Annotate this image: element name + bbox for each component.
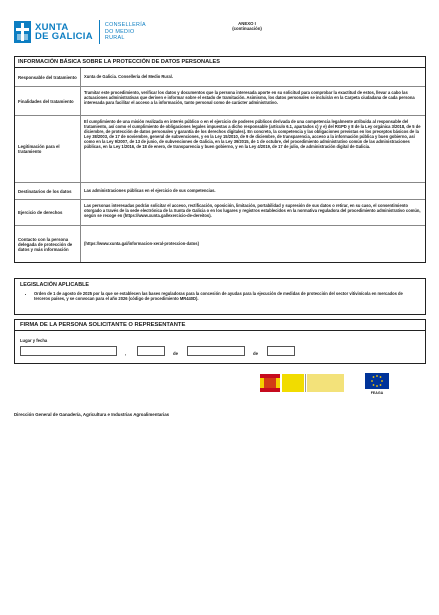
legislation-item: • Orden de 1 de agosto de 2025 por la que se establecen las bases reguladoras para la concesión de ayudas para la ejecución de medidas de protección del sector vitivinícola en mercados de terceros países, y se convocan para el año 2026 (código de procedimiento MR440D). bbox=[34, 291, 420, 301]
de-separator: de bbox=[253, 351, 259, 356]
row-value: Las administraciones públicas en el ejercicio de sus competencias. bbox=[84, 188, 216, 194]
table-row bbox=[15, 116, 425, 183]
row-value: Las personas interesadas podrán solicitar el acceso, rectificación, oposición, limitación, portabilidad y supresión de sus datos o retirar, en su caso, el consentimiento otorgado a través de la sede electrónica de la Xunta de Galicia o en los lugares y registros establecidos en la normativa reguladora del procedimiento administrativo común, según se recoge en (https://www.xunta.gal/exercicio-de-dereitos). bbox=[84, 203, 421, 219]
table-row bbox=[15, 183, 425, 200]
annex-title: ANEXO I bbox=[238, 21, 256, 26]
row-label: Contacto con la persona delegada de protección de datos y más información bbox=[15, 226, 81, 262]
logo-line1: XUNTA bbox=[35, 22, 69, 33]
row-value: (https://www.xunta.gal/informacion-xeral-proteccion-datos) bbox=[84, 241, 199, 247]
table-row bbox=[15, 200, 425, 226]
row-label: Destinatarios de los datos bbox=[15, 183, 81, 199]
logo-divider bbox=[99, 20, 100, 44]
ministry-logo bbox=[260, 372, 344, 394]
table-row bbox=[15, 87, 425, 116]
footer-directorate: Dirección General de Ganadería, Agricultura e Industrias Agroalimentarias bbox=[14, 412, 170, 417]
logo-line2: DE GALICIA bbox=[35, 31, 93, 42]
year-input[interactable] bbox=[267, 346, 295, 356]
table-row bbox=[15, 226, 425, 262]
government-spain-emblem-icon bbox=[260, 372, 344, 394]
de-separator: de bbox=[173, 351, 179, 356]
place-input[interactable] bbox=[20, 346, 117, 356]
row-value: El cumplimiento de una misión realizada en interés público o en el ejercicio de poderes públicos derivada de una competencia legalmente atribuida al responsable del tratamiento, así como el cumplimiento de obligaciones legales impuestas a dicho responsable (artículo 6.1, apartados c) y e) del RGPD y 8 de la Ley orgánica 3/2018, de 5 de diciembre, de protección de datos personales y garantía de los derechos digitales). En concreto, la competencia y las obligaciones previstas en los preceptos básicos de la Ley 38/2003, de 17 de noviembre, general de subvenciones, y en la Ley 15/2010, de 9 de diciembre, de transparencia, acceso a la información pública y buen gobierno, así como en la Ley 9/2007, de 13 de junio, de subvenciones de Galicia, en la Ley 39/2015, de 1 de octubre, del procedimiento administrativo común de las administraciones públicas, en la Ley 1/2016, de 18 de enero, de transparencia y buen gobierno, y en la Ley 4/2019, de 17 de julio, de administración digital de Galicia. bbox=[84, 119, 421, 150]
row-label: Ejercicio de derechos bbox=[15, 200, 81, 225]
legislation-section bbox=[14, 278, 426, 315]
row-value: Xunta de Galicia. Consellería del Medio Rural. bbox=[84, 74, 173, 80]
row-label: Finalidades del tratamiento bbox=[15, 87, 81, 115]
comma-separator: , bbox=[125, 351, 127, 356]
dept-line: DO MEDIO bbox=[104, 28, 135, 35]
signature-title: FIRMA DE LA PERSONA SOLICITANTE O REPRESENTANTE bbox=[15, 320, 425, 331]
day-input[interactable] bbox=[137, 346, 165, 356]
annex-continuation: (continuación) bbox=[232, 26, 262, 31]
signature-section bbox=[14, 319, 426, 364]
data-protection-table bbox=[14, 56, 426, 263]
table-row bbox=[15, 68, 425, 87]
xunta-logo bbox=[14, 18, 146, 46]
legislation-list bbox=[20, 291, 420, 301]
row-label: Responsable del tratamiento bbox=[15, 68, 81, 86]
place-date-label: Lugar y fecha bbox=[20, 338, 48, 343]
dept-line: CONSELLERÍA bbox=[104, 22, 146, 29]
eu-fund-label: FEAGA bbox=[370, 391, 384, 395]
eu-flag-logo bbox=[365, 373, 389, 395]
row-label: Legitimación para el tratamiento bbox=[15, 116, 81, 182]
eu-flag-icon bbox=[365, 373, 389, 395]
annex-label bbox=[224, 21, 270, 31]
xunta-emblem-icon bbox=[14, 21, 31, 43]
document-header bbox=[14, 16, 426, 50]
dept-line: RURAL bbox=[104, 35, 125, 42]
legislation-title: LEGISLACIÓN APLICABLE bbox=[20, 282, 89, 288]
department-name bbox=[105, 22, 146, 41]
month-input[interactable] bbox=[187, 346, 245, 356]
row-value: Tramitar este procedimiento, verificar los datos y documentos que la persona interesada aporte en su solicitud para comprobar la exactitud de estos, llevar a cabo las actuaciones administrativas que deriven e informar sobre el estado de tramitación. Asimismo, los datos personales se incluirán en la Carpeta ciudadana de cada persona interesada para facilitar el acceso a la información, tanto personal como de carácter administrativo. bbox=[84, 90, 415, 106]
data-protection-title: INFORMACIÓN BÁSICA SOBRE LA PROTECCIÓN DE DATOS PERSONALES bbox=[15, 57, 425, 68]
